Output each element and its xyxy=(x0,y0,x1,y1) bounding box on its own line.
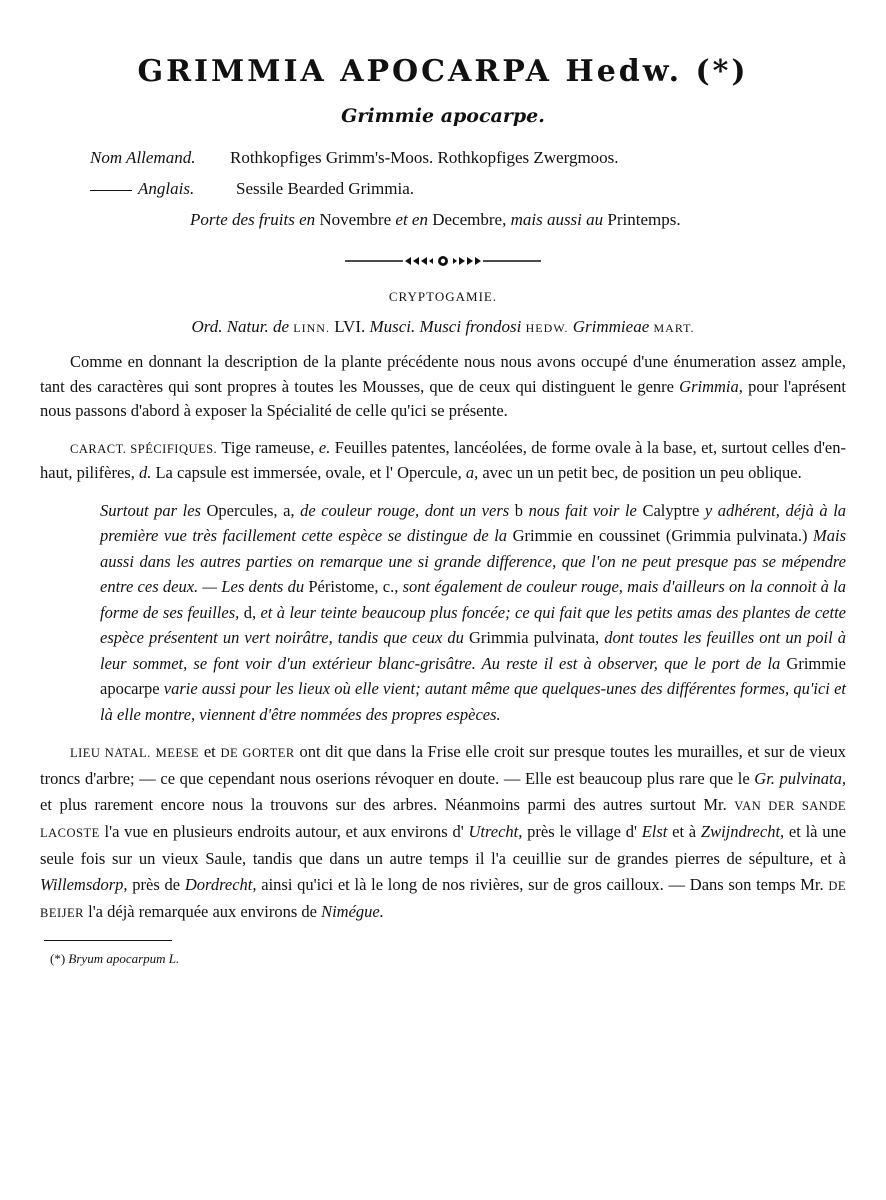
desc-e: nous fait voir le xyxy=(528,500,637,520)
common-names xyxy=(90,142,846,235)
hab-f: et plus rarement encore nous la trouvons sur des arbres. Néanmoins parmi des autres surtout Mr. xyxy=(40,795,727,814)
footnote-mark: (*) xyxy=(50,951,66,966)
intro-paragraph xyxy=(40,350,846,424)
section-heading: CRYPTOGAMIE. xyxy=(388,289,498,304)
desc-d: b xyxy=(514,500,523,520)
spec-text-a: Tige rameuse, xyxy=(221,437,315,457)
ord-grimmieae: Grimmieae xyxy=(572,317,650,336)
ord-musci: Musci. Musci frondosi xyxy=(369,317,522,336)
desc-q: varie aussi pour les lieux où elle vient; autant même que quelques-unes des différentes formes, qu'ici et là elle montre, viennent d'être nommées des propres espèces. xyxy=(100,679,847,724)
desc-m: et à leur teinte beaucoup plus foncée; ce qui fait que les petits amas des plantes de cette espèce présentent un vert noirâtre, tandis que ceux du xyxy=(100,602,847,647)
hab-willemsdorp: Willemsdorp, xyxy=(40,875,128,894)
english-label: Anglais. xyxy=(138,179,195,198)
hab-meese: MEESE xyxy=(155,746,200,760)
hab-e: Gr. pulvinata, xyxy=(754,769,846,788)
habitat-paragraph xyxy=(40,739,846,926)
specific-characters-paragraph xyxy=(40,436,846,486)
fruit-text-a: Porte des fruits en xyxy=(190,210,316,229)
german-value: Rothkopfiges Grimm's-Moos. Rothkopfiges Zwergmoos. xyxy=(230,148,619,167)
spec-ref-a: a xyxy=(465,463,475,482)
habitat-label: LIEU NATAL. xyxy=(70,746,151,760)
intro-text-c: , pour l'aprésent nous passons d'abord à exposer la Spécialité de celle qu'ici se présente. xyxy=(40,376,847,420)
hab-h: l'a vue en plusieurs endroits autour, et aux environs d' xyxy=(104,822,464,841)
desc-a: Surtout par les xyxy=(100,500,201,520)
hab-nimegue: Nimégue. xyxy=(321,902,384,921)
desc-g: y adhérent, déjà à la première vue très facillement cette espèce se distingue de la xyxy=(100,500,847,545)
desc-i: Mais aussi dans les autres parties on remarque une si grande difference, que l'on ne peut presque pas se mépendre entre ces deux. — Les dents du xyxy=(100,526,847,596)
hab-t: l'a déjà remarquée aux environs de xyxy=(88,902,317,921)
spec-ref-e: e. xyxy=(318,437,331,457)
hab-p: près de xyxy=(132,875,181,894)
spec-text-e: La capsule est immersée, ovale, et l' Opercule, xyxy=(155,463,462,482)
description-paragraph xyxy=(100,498,846,728)
ornament-divider xyxy=(40,253,846,267)
natural-order-line xyxy=(40,315,846,340)
hab-n: et là une seule fois sur un vieux Saule, tandis que dans un autre temps il l'a ceuillie sur de grandes pierres de sépulture, et à xyxy=(40,822,847,868)
hab-gorter: DE GORTER xyxy=(220,746,295,760)
desc-f: Calyptre xyxy=(642,500,700,520)
hab-zwijndrecht: Zwijndrecht, xyxy=(700,822,785,841)
hab-d: ont dit que dans la Frise elle croit sur presque toutes les murailles, et sur de vieux troncs d'arbre; — ce que cependant nous oserions révoquer en doute. — Elle est beaucoup plus rare que le xyxy=(40,742,847,788)
fruiting-line xyxy=(190,204,846,235)
spec-ref-d: d. xyxy=(138,463,152,482)
page-title: GRIMMIA APOCARPA Hedw. (*) xyxy=(137,54,749,89)
hab-lacoste: VAN DER SANDE LACOSTE xyxy=(40,799,846,840)
hab-j: près le village d' xyxy=(527,822,637,841)
fruit-text-e: mais aussi au xyxy=(510,210,604,229)
french-name: Grimmie apocarpe. xyxy=(341,105,545,127)
ornament-rule-icon xyxy=(343,254,543,268)
ord-number: LVI. xyxy=(334,317,366,336)
footnote-rule xyxy=(44,940,172,941)
desc-o: dont toutes les feuilles ont un poil à leur sommet, se font voir d'un extérieur blanc-grisâtre. Au reste il est à observer, que le port de la xyxy=(100,628,846,673)
specific-characters-label: CARACT. SPÉCIFIQUES. xyxy=(70,441,218,456)
desc-n: Grimmia pulvinata, xyxy=(469,628,600,647)
footnote xyxy=(50,951,846,967)
desc-j: Péristome, c., xyxy=(308,577,399,596)
intro-text-a: Comme en donnant la description de la plante précédente nous nous avons occupé d'une énumeration assez ample, tant des caractères qui sont propres à toutes les Mousses, que de ceux qui distinguent le genre xyxy=(40,352,846,396)
spec-text-g: , avec un un petit bec, de position un peu oblique. xyxy=(474,463,802,482)
fruit-season-spring: Printemps. xyxy=(607,210,681,229)
hab-beijer: DE BEIJER xyxy=(40,879,847,920)
german-label: Nom Allemand. xyxy=(90,148,196,167)
desc-k: sont également de couleur rouge, mais d'ailleurs on la connoit à la forme de ses feuilles, xyxy=(100,577,847,622)
desc-b: Opercules, a, xyxy=(206,500,295,520)
ditto-dash xyxy=(90,190,132,191)
english-value: Sessile Bearded Grimmia. xyxy=(236,179,414,198)
fruit-month-november: Novembre xyxy=(319,210,392,229)
hab-dordrecht: Dordrecht, xyxy=(184,875,257,894)
hab-l: et à xyxy=(672,822,697,841)
ord-mart: MART. xyxy=(653,321,695,335)
desc-p: Grimmie apocarpe xyxy=(100,653,846,698)
hab-elst: Elst xyxy=(641,822,668,841)
ord-hedw: HEDW. xyxy=(525,321,569,335)
ord-text-a: Ord. Natur. de xyxy=(191,317,290,336)
ord-linn: LINN. xyxy=(293,321,330,335)
spec-text-c: Feuilles patentes, lancéolées, de forme ovale à la base, et, surtout celles d'en-haut, pilifères, xyxy=(40,437,847,482)
english-name-line xyxy=(90,173,846,204)
fruit-month-december: Decembre, xyxy=(432,210,507,229)
fruit-text-c: et en xyxy=(395,210,428,229)
desc-l: d, xyxy=(243,602,257,622)
hab-b: et xyxy=(203,742,216,761)
german-name-line xyxy=(90,142,846,173)
footnote-text: Bryum apocarpum L. xyxy=(68,951,180,966)
hab-utrecht: Utrecht, xyxy=(468,822,523,841)
desc-c: de couleur rouge, dont un vers xyxy=(300,500,510,520)
intro-genus: Grimmia xyxy=(679,376,739,396)
hab-r: ainsi qu'ici et là le long de nos rivières, sur de gros cailloux. — Dans son temps Mr. xyxy=(261,875,824,894)
desc-h: Grimmie en coussinet (Grimmia pulvinata.) xyxy=(512,526,808,545)
